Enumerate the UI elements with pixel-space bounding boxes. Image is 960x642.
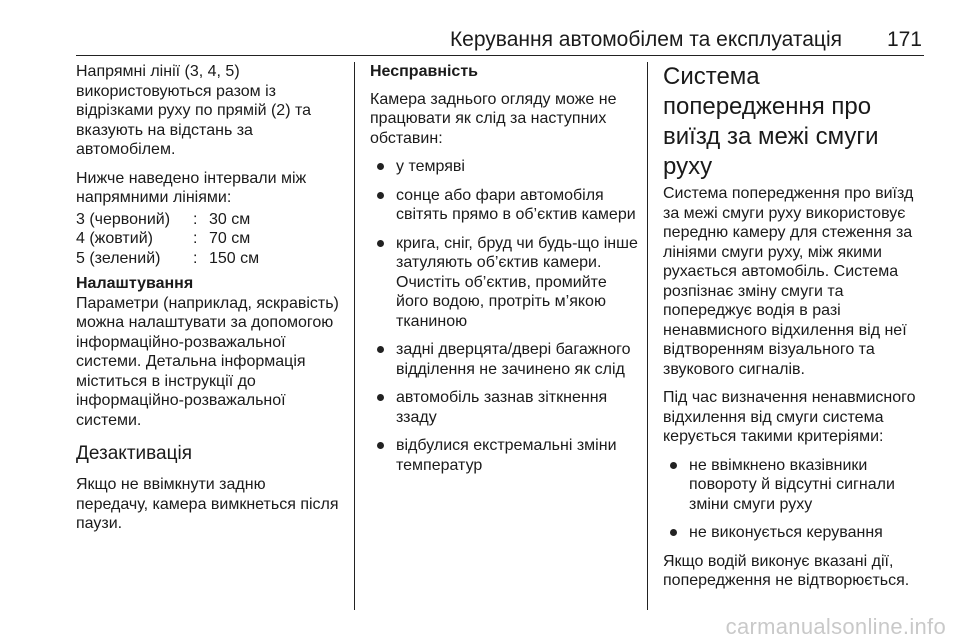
list-item: не виконується керування <box>663 523 923 543</box>
intervals-table <box>76 210 342 269</box>
column-left <box>76 62 342 543</box>
malfunction-list <box>370 157 642 475</box>
list-item: не ввімкнено вказівники повороту й відсутні сигнали зміни смуги руху <box>663 456 923 515</box>
criteria-paragraph: Під час визначення ненавмисного відхилення від смуги система керується такими критеріями: <box>663 389 916 445</box>
list-item: задні дверцята/двері багажного відділення не зачинено як слід <box>370 340 642 379</box>
watermark: carmanualsonline.info <box>725 614 946 639</box>
guidelines-paragraph: Напрямні лінії (3, 4, 5) використовуються разом із відрізками руху по прямій (2) та вказують на відстань за автомобілем. <box>76 63 312 158</box>
settings-heading: Налаштування <box>76 275 194 292</box>
interval-label: 3 (червоний) <box>76 210 171 228</box>
interval-row: 4 (жовтий) : 70 см <box>76 230 251 247</box>
criteria-list <box>663 456 923 543</box>
list-item: відбулися екстремальні зміни температур <box>370 436 642 475</box>
lane-departure-heading: Система попередження про виїзд за межі смуги руху <box>663 63 879 180</box>
list-item: у темряві <box>370 157 642 177</box>
warning-paragraph: Якщо водій виконує вказані дії, попередження не відтворюється. <box>663 552 910 589</box>
page-number: 171 <box>886 28 922 51</box>
list-item: автомобіль зазнав зіткнення ззаду <box>370 388 642 427</box>
interval-value: 150 см <box>209 249 260 267</box>
deactivation-paragraph: Якщо не ввімкнути задню передачу, камера вимкнеться після паузи. <box>76 476 339 532</box>
interval-row: 3 (червоний) : 30 см <box>76 210 251 228</box>
interval-label: 5 (зелений) <box>76 249 161 267</box>
column-right <box>663 62 923 600</box>
lane-departure-paragraph: Система попередження про виїзд за межі смуги руху використовує передню камеру для стеження за лініями смуги руху, між якими рухається автомобіль. Система розпізнає зміну смуги та попереджує водія в разі ненавмисного відхилення від неї відтворенням візуального та звукового сигналів. <box>663 185 914 378</box>
intervals-intro: Нижче наведено інтервали між напрямними лініями: <box>76 169 307 206</box>
column-divider-1 <box>354 62 355 610</box>
header-divider <box>76 55 924 56</box>
list-item: крига, сніг, бруд чи будь-що інше затуляють об’єктив камери. Очистіть об’єктив, промийте його водою, протріть м’якою тканиною <box>370 234 642 332</box>
page-title: Керування автомобілем та експлуатація <box>449 28 842 51</box>
interval-label: 4 (жовтий) <box>76 230 153 247</box>
column-middle <box>370 62 642 484</box>
deactivation-heading: Дезактивація <box>76 443 192 464</box>
list-item: сонце або фари автомобіля світять прямо в об’єктив камери <box>370 186 642 225</box>
column-divider-2 <box>647 62 648 610</box>
interval-value: 70 см <box>209 230 251 247</box>
settings-paragraph: Параметри (наприклад, яскравість) можна налаштувати за допомогою інформаційно-розважальної системи. Детальна інформація міститься в інструкції до інформаційно-розважальної системи. <box>76 294 339 429</box>
malfunction-intro: Камера заднього огляду може не працювати як слід за наступних обставин: <box>370 90 617 147</box>
malfunction-heading: Несправність <box>370 63 478 80</box>
page-header <box>0 0 960 52</box>
interval-value: 30 см <box>209 210 251 228</box>
interval-row: 5 (зелений) : 150 см <box>76 249 260 267</box>
